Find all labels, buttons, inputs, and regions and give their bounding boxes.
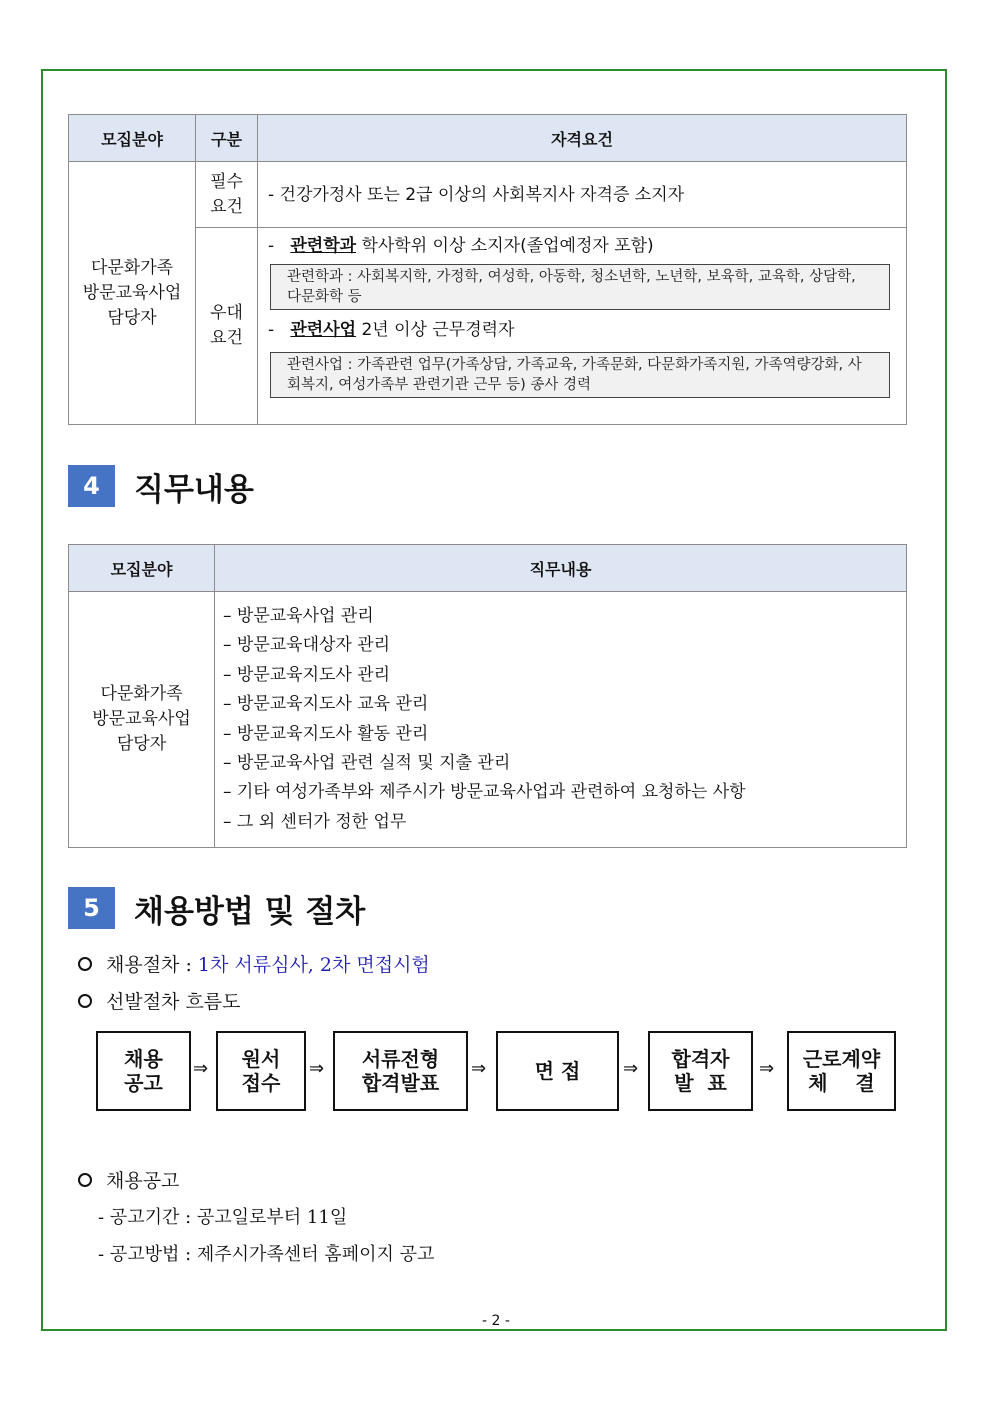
- page-number: - 2 -: [482, 1313, 510, 1329]
- flow-arrow-icon: ⇒: [309, 1058, 325, 1079]
- flow-step-2: 원서 접수: [216, 1031, 306, 1111]
- qualification-table: [68, 114, 907, 425]
- header-category: 구분: [196, 115, 258, 162]
- section-title: 채용방법 및 절차: [134, 893, 366, 930]
- preferred-content: [258, 228, 907, 425]
- preferred-item-1: - 관련학과 학사학위 이상 소지자(졸업예정자 포함): [268, 236, 654, 256]
- required-label: 필수 요건: [196, 162, 258, 228]
- duty-table: [68, 544, 907, 848]
- procedure-line: 채용절차 : 1차 서류심사, 2차 면접시험: [78, 950, 430, 977]
- section-5-heading: [68, 887, 365, 929]
- flow-step-5: 합격자 발 표: [648, 1031, 753, 1111]
- section-title: 직무내용: [134, 471, 254, 508]
- header-field: 모집분야: [69, 115, 196, 162]
- circle-bullet-icon: [78, 1173, 92, 1187]
- list-item: – 방문교육지도사 활동 관리: [223, 723, 429, 744]
- announce-title-line: 채용공고: [78, 1166, 179, 1193]
- flow-arrow-icon: ⇒: [471, 1058, 487, 1079]
- required-text: - 건강가정사 또는 2급 이상의 사회복지사 자격증 소지자: [258, 162, 907, 228]
- field-cell: 다문화가족 방문교육사업 담당자: [69, 162, 196, 425]
- related-major-box: 관련학과 : 사회복지학, 가정학, 여성학, 아동학, 청소년학, 노년학, 보육학, 교육학, 상담학, 다문화학 등: [270, 264, 890, 310]
- circle-bullet-icon: [78, 957, 92, 971]
- list-item: – 방문교육지도사 교육 관리: [223, 694, 429, 715]
- flow-step-3: 서류전형 합격발표: [333, 1031, 468, 1111]
- list-item: – 방문교육사업 관리: [223, 606, 374, 626]
- flow-step-6: 근로계약 체 결: [787, 1031, 896, 1111]
- list-item: – 방문교육지도사 관리: [223, 664, 391, 685]
- section-number: 5: [68, 887, 115, 929]
- header-duty: 직무내용: [215, 545, 907, 592]
- circle-bullet-icon: [78, 994, 92, 1008]
- flow-arrow-icon: ⇒: [623, 1058, 639, 1079]
- section-4-heading: [68, 465, 254, 507]
- list-item: – 방문교육사업 관련 실적 및 지출 관리: [223, 753, 511, 774]
- flow-arrow-icon: ⇒: [759, 1058, 775, 1079]
- list-item: – 기타 여성가족부와 제주시가 방문교육사업과 관련하여 요청하는 사항: [223, 782, 746, 803]
- list-item: – 방문교육대상자 관리: [223, 635, 391, 656]
- flow-arrow-icon: ⇒: [193, 1058, 209, 1079]
- section-number: 4: [68, 465, 115, 507]
- related-work-box: 관련사업 : 가족관련 업무(가족상담, 가족교육, 가족문화, 다문화가족지원, 가족역량강화, 사회복지, 여성가족부 관련기관 근무 등) 종사 경력: [270, 352, 890, 398]
- header-qualification: 자격요건: [258, 115, 907, 162]
- field-cell: 다문화가족 방문교육사업 담당자: [69, 592, 215, 848]
- preferred-label: 우대 요건: [196, 228, 258, 425]
- duty-list: [215, 592, 907, 848]
- flow-step-1: 채용 공고: [96, 1031, 191, 1111]
- preferred-item-2: - 관련사업 2년 이상 근무경력자: [268, 320, 515, 340]
- flow-title-line: 선발절차 흐름도: [78, 987, 241, 1014]
- list-item: – 그 외 센터가 정한 업무: [223, 811, 407, 832]
- announce-period: - 공고기간 : 공고일로부터 11일: [98, 1207, 348, 1228]
- announce-method: - 공고방법 : 제주시가족센터 홈페이지 공고: [98, 1244, 435, 1265]
- header-field: 모집분야: [69, 545, 215, 592]
- flow-step-4: 면 접: [496, 1031, 619, 1111]
